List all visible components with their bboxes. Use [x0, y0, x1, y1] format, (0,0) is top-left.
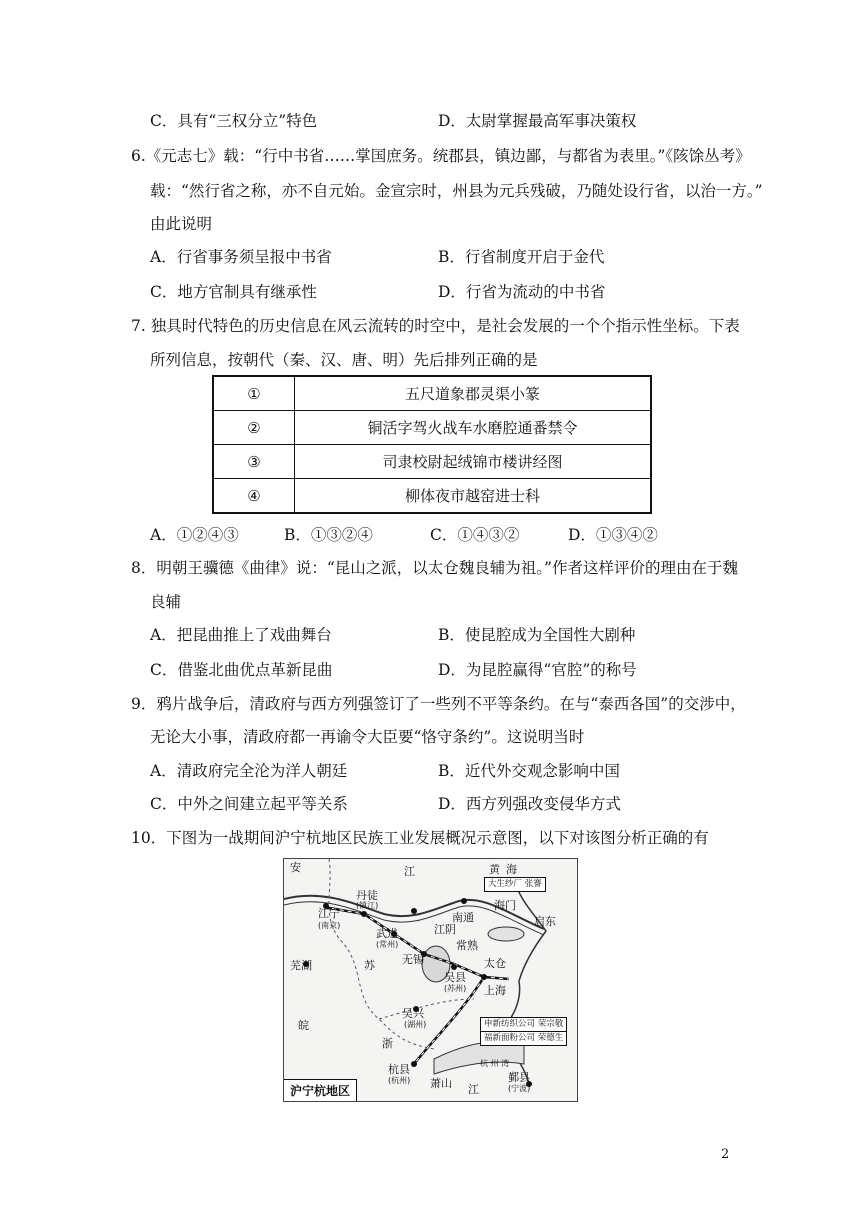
- table-cell-text: 司隶校尉起绒锦市楼讲经图: [295, 445, 652, 479]
- table-cell-num: ④: [213, 479, 295, 514]
- q9-option-c: C．中外之间建立起平等关系: [150, 795, 348, 813]
- q5-option-c: C．具有“三权分立”特色: [150, 112, 318, 130]
- map-label-huzhou: (湖州): [404, 1020, 427, 1029]
- map-label-yinxian: 鄞县: [508, 1071, 530, 1084]
- map-box-dasheng: 大生纱厂 张謇: [484, 877, 546, 892]
- map-label-wan: 皖: [298, 1019, 309, 1032]
- q9-stem-line-2: 无论大小事，清政府都一再谕令大臣要“恪守条约”。这说明当时: [150, 728, 585, 746]
- map-label-dantu: 丹徒: [356, 889, 378, 902]
- q9-option-b: B．近代外交观念影响中国: [438, 762, 620, 780]
- map-box-shenxin: 申新纺织公司 荣宗敬: [480, 1017, 567, 1032]
- map-label-wujin: 武进: [376, 927, 398, 940]
- q5-option-d: D．太尉掌握最高军事决策权: [438, 112, 637, 130]
- map-label-huang: 黄: [489, 863, 500, 876]
- map-label-zhenjiang: (镇江): [356, 901, 379, 910]
- q6-option-a: A．行省事务须呈报中书省: [150, 248, 332, 266]
- q8-option-c: C．借鉴北曲优点革新昆曲: [150, 661, 333, 679]
- map-label-hangxian: 杭县: [388, 1063, 410, 1076]
- page-number: 2: [721, 1147, 730, 1162]
- table-cell-text: 铜活字驾火战车水磨腔通番禁令: [295, 411, 652, 445]
- q10-stem-line-1: 10．下图为一战期间沪宁杭地区民族工业发展概况示意图，以下对该图分析正确的有: [131, 829, 709, 847]
- q6-stem-line-1: 6.《元志七》载：“行中书省……掌国庶务。统郡县，镇边鄙，与都省为表里。”《陔馀丛考》: [131, 147, 751, 165]
- map-label-haimen: 海门: [494, 899, 516, 912]
- map-label-jiang2: 江: [468, 1083, 479, 1096]
- map-label-jiangyin: 江阴: [434, 923, 456, 936]
- table-cell-text: 五尺道象郡灵渠小篆: [295, 376, 652, 411]
- table-row: [213, 376, 651, 411]
- map-box-fuxin: 福新面粉公司 荣德生: [480, 1031, 567, 1046]
- map-label-taicang: 太仓: [484, 957, 506, 970]
- q8-option-b: B．使昆腔成为全国性大剧种: [438, 626, 636, 644]
- q9-option-d: D．西方列强改变侵华方式: [438, 795, 621, 813]
- q7-option-c: C．①④③②: [430, 526, 520, 544]
- map-label-jiangning: 江宁: [318, 907, 340, 920]
- map-label-zhe: 浙: [382, 1037, 393, 1050]
- table-cell-num: ①: [213, 376, 295, 411]
- map-label-wuxing: 吴兴: [402, 1007, 424, 1020]
- table-row: [213, 411, 651, 445]
- q6-stem-line-2: 载：“然行省之称，亦不自元始。金宣宗时，州县为元兵残破，乃随处设行省，以治一方。”: [150, 182, 763, 200]
- map-label-wuxian: 吴县: [444, 971, 466, 984]
- q7-option-a: A．①②④③: [150, 526, 239, 544]
- map-label-ningbo: (宁波): [508, 1084, 531, 1093]
- map-label-xiaoshan: 萧山: [430, 1077, 452, 1090]
- q8-stem-line-1: 8．明朝王骥德《曲律》说：“昆山之派，以太仓魏良辅为祖。”作者这样评价的理由在于魏: [131, 559, 738, 577]
- q7-table: [212, 375, 652, 514]
- map-label-hangzhou: (杭州): [388, 1076, 411, 1085]
- q7-stem-line-1: 7. 独具时代特色的历史信息在风云流转的时空中，是社会发展的一个个指示性坐标。下表: [131, 317, 740, 335]
- q8-option-d: D．为昆腔赢得“官腔”的称号: [438, 661, 637, 679]
- industry-map: [283, 858, 578, 1102]
- q7-option-d: D．①③④②: [568, 526, 658, 544]
- q6-option-b: B．行省制度开启于金代: [438, 248, 605, 266]
- map-label-shanghai: 上海: [484, 984, 506, 997]
- map-label-hai: 海: [506, 863, 517, 876]
- map-label-su: 苏: [364, 959, 375, 972]
- table-cell-num: ③: [213, 445, 295, 479]
- map-label-wuhu: 芜湖: [290, 959, 312, 972]
- q9-stem-line-1: 9．鸦片战争后，清政府与西方列强签订了一些列不平等条约。在与“泰西各国”的交涉中，: [131, 695, 746, 713]
- table-row: [213, 445, 651, 479]
- map-label-changzhou: (常州): [376, 940, 399, 949]
- map-label-nantong: 南通: [452, 911, 474, 924]
- q8-stem-line-2: 良辅: [150, 593, 182, 611]
- q9-option-a: A．清政府完全沦为洋人朝廷: [150, 762, 348, 780]
- table-cell-num: ②: [213, 411, 295, 445]
- table-row: [213, 479, 651, 514]
- map-label-nanjing: (南京): [318, 921, 341, 930]
- q6-stem-line-3: 由此说明: [150, 215, 213, 233]
- q6-option-d: D．行省为流动的中书省: [438, 283, 606, 301]
- map-label-hangzhou-bay: 杭 州 湾: [480, 1059, 510, 1068]
- q8-option-a: A．把昆曲推上了戏曲舞台: [150, 626, 332, 644]
- q6-option-c: C．地方官制具有继承性: [150, 283, 317, 301]
- map-label-changshu: 常熟: [456, 939, 478, 952]
- map-label-jiang: 江: [404, 865, 415, 878]
- map-label-wuxi: 无锡: [402, 953, 424, 966]
- q7-option-b: B．①③②④: [284, 526, 373, 544]
- map-label-qidong: 启东: [534, 915, 556, 928]
- map-region-label: 沪宁杭地区: [284, 1079, 357, 1101]
- table-cell-text: 柳体夜市越窑进士科: [295, 479, 652, 514]
- map-lines: [284, 859, 577, 1101]
- q7-stem-line-2: 所列信息，按朝代（秦、汉、唐、明）先后排列正确的是: [150, 351, 538, 369]
- map-label-suzhou: (苏州): [444, 984, 467, 993]
- map-label-an: 安: [290, 861, 301, 874]
